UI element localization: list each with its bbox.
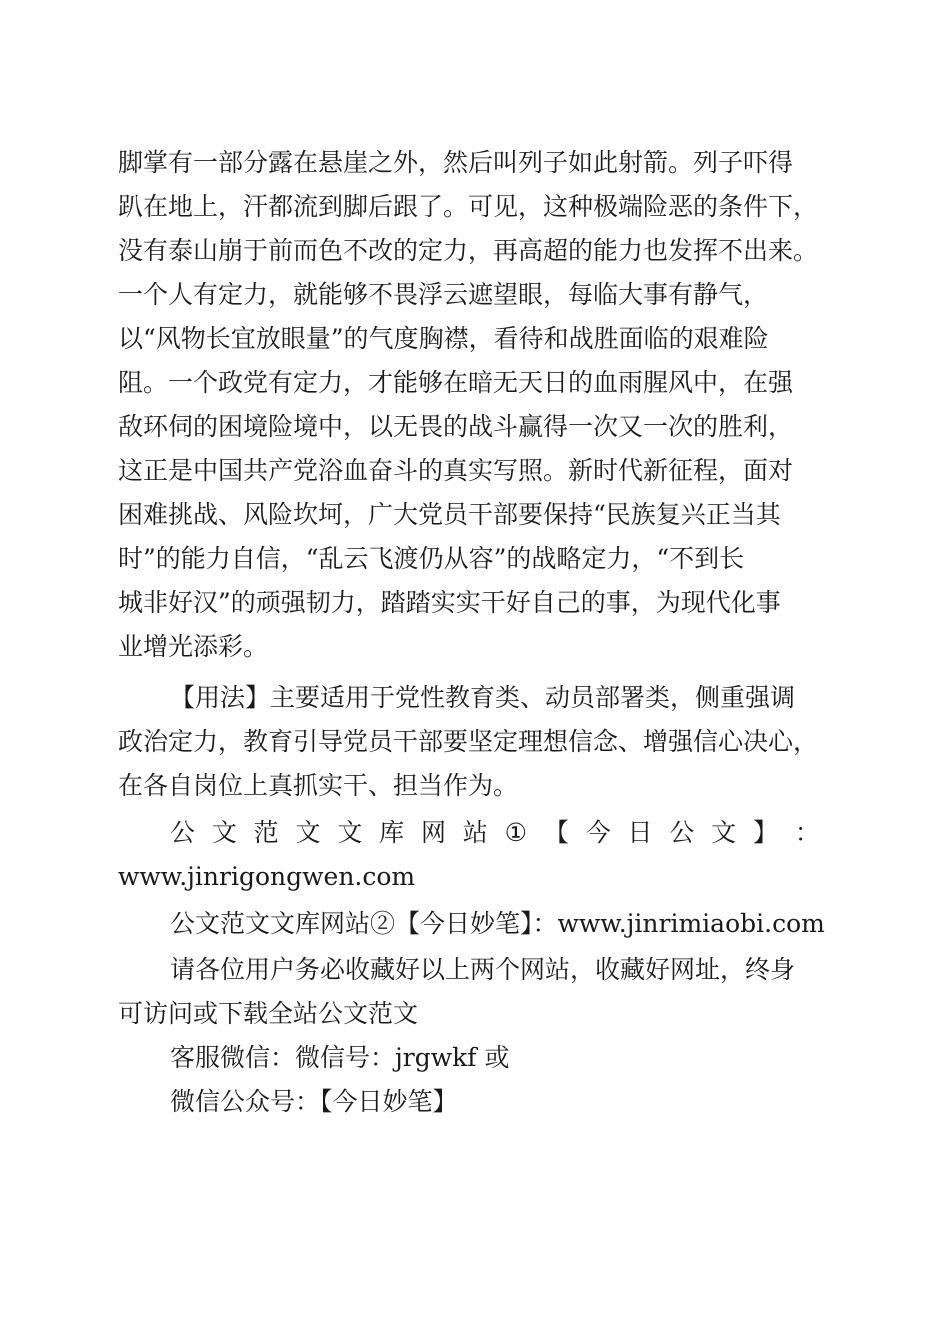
body-line: 脚掌有一部分露在悬崖之外，然后叫列子如此射箭。列子吓得 (118, 148, 794, 177)
site1-char: ： (794, 818, 820, 847)
site1-char: ① (504, 818, 528, 847)
notice-line: 可访问或下载全站公文范文 (118, 999, 419, 1028)
site1-char: 站 (462, 818, 488, 847)
body-line: 没有泰山崩于前而色不改的定力，再高超的能力也发挥不出来。 (118, 236, 819, 265)
site1-url: www.jinrigongwen.com (118, 862, 416, 891)
body-line: 时”的能力自信，“乱云飞渡仍从容”的战略定力，“不到长 (118, 544, 745, 573)
body-line: 敌环伺的困境险境中，以无畏的战斗赢得一次又一次的胜利， (118, 412, 794, 441)
usage-line: 【用法】主要适用于党性教育类、动员部署类，侧重强调 (170, 683, 796, 712)
site1-char: 范 (253, 818, 279, 847)
body-line: 这正是中国共产党浴血奋斗的真实写照。新时代新征程，面对 (118, 456, 794, 485)
usage-line: 在各自岗位上真抓实干、担当作为。 (118, 771, 519, 800)
notice-line: 请各位用户务必收藏好以上两个网站，收藏好网址，终身 (170, 955, 796, 984)
site1-char: 文 (295, 818, 321, 847)
body-line: 趴在地上，汗都流到脚后跟了。可见，这种极端险恶的条件下， (118, 192, 819, 221)
body-line: 城非好汉”的顽强韧力，踏踏实实干好自己的事，为现代化事 (118, 588, 781, 617)
site1-char: 网 (420, 818, 446, 847)
site1-char: 今 (585, 818, 611, 847)
site1-char: 公 (170, 818, 196, 847)
wechat-line: 客服微信：微信号：jrgwkf 或 (170, 1043, 510, 1072)
body-line: 困难挑战、风险坎坷，广大党员干部要保持“民族复兴正当其 (118, 500, 781, 529)
site1-char: 文 (211, 818, 237, 847)
site2-line: 公文范文文库网站②【今日妙笔】：www.jinrimiaobi.com (170, 909, 825, 938)
site1-char: 】 (753, 818, 779, 847)
official-account-line: 微信公众号：【今日妙笔】 (170, 1087, 458, 1116)
usage-line: 政治定力，教育引导党员干部要坚定理想信念、增强信心决心， (118, 727, 819, 756)
site1-char: 【 (543, 818, 569, 847)
site1-char: 文 (337, 818, 363, 847)
site1-label (170, 818, 820, 848)
body-line: 阻。一个政党有定力，才能够在暗无天日的血雨腥风中，在强 (118, 368, 794, 397)
site1-char: 日 (627, 818, 653, 847)
site1-char: 库 (379, 818, 405, 847)
body-line: 业增光添彩。 (118, 632, 269, 661)
site1-char: 文 (711, 818, 737, 847)
site1-char: 公 (669, 818, 695, 847)
body-line: 一个人有定力，就能够不畏浮云遮望眼，每临大事有静气， (118, 280, 769, 309)
body-line: 以“风物长宜放眼量”的气度胸襟，看待和战胜面临的艰难险 (118, 324, 769, 353)
